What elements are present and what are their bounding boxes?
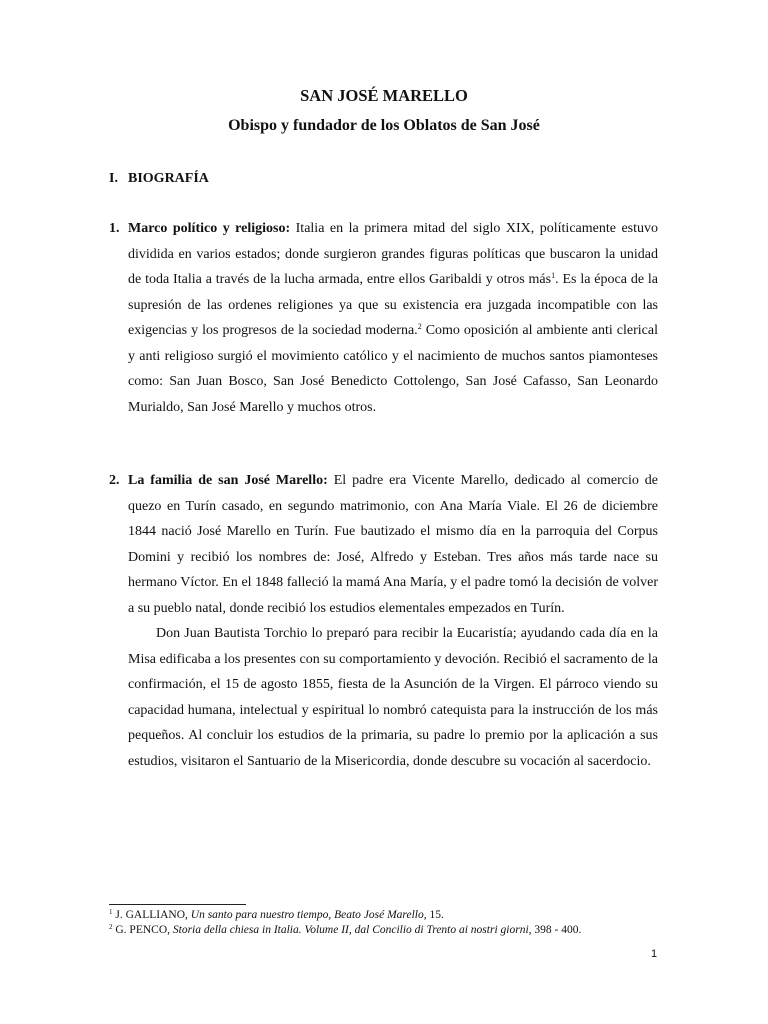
footnote-work: Un santo para nuestro tiempo, Beato José Marello xyxy=(190,909,424,921)
list-item xyxy=(109,216,658,420)
footnote xyxy=(109,923,581,937)
item-lead: La familia de san José Marello: xyxy=(128,473,328,488)
paragraph-text: Como oposición al ambiente anti clerical y anti religioso surgió el movimiento católico y el nacimiento de muchos santos piamonteses como: San Juan Bosco, San José Benedicto Cottolengo, San José Cafasso, San Leonardo Murialdo, San José Marello y muchos otros. xyxy=(128,323,658,415)
paragraph xyxy=(128,468,658,621)
item-lead: Marco político y religioso: xyxy=(128,221,291,236)
section-heading xyxy=(109,171,209,187)
document-title: SAN JOSÉ MARELLO xyxy=(300,86,468,105)
item-body xyxy=(128,216,658,420)
footnote-mark: 2 xyxy=(109,923,113,931)
list-item xyxy=(109,468,658,774)
footnote-rest: , 398 - 400. xyxy=(528,924,582,936)
footnote-rest: , 15. xyxy=(423,909,444,921)
footnote xyxy=(109,908,444,922)
item-number: 1. xyxy=(109,221,120,236)
document-subtitle: Obispo y fundador de los Oblatos de San José xyxy=(228,117,540,134)
paragraph xyxy=(128,216,658,420)
footnote-author: J. GALLIANO, xyxy=(112,909,191,921)
item-body xyxy=(128,468,658,774)
paragraph: Don Juan Bautista Torchio lo preparó para recibir la Eucaristía; ayudando cada día en la Misa edificaba a los presentes con su comportamiento y devoción. Recibió el sacramento de la confirmación, el 15 de agosto 1855, fiesta de la Asunción de la Virgen. El párroco viendo su capacidad humana, intelectual y espiritual lo nombró catequista para la instrucción de los más pequeños. Al concluir los estudios de la primaria, su padre lo premio por la aplicación a sus estudios, visitaron el Santuario de la Misericordia, donde descubre su vocación al sacerdocio. xyxy=(128,626,658,769)
footnote-work: Storia della chiesa in Italia. Volume II, dal Concilio di Trento ai nostri giorni xyxy=(172,924,529,936)
footnote-author: G. PENCO, xyxy=(112,924,173,936)
paragraph-text: El padre era Vicente Marello, dedicado al comercio de quezo en Turín casado, en segundo matrimonio, con Ana María Viale. El 26 de diciembre 1844 nació José Marello en Turín. Fue bautizado el mismo día en la parroquia del Corpus Domini y recibió los nombres de: José, Alfredo y Esteban. Tres años más tarde nace su hermano Víctor. En el 1848 falleció la mamá Ana María, y el padre tomó la decisión de volver a su pueblo natal, donde recibió los estudios elementales empezados en Turín. xyxy=(128,473,658,616)
footnote-ref[interactable]: 1 xyxy=(551,271,556,280)
footnote-ref[interactable]: 2 xyxy=(417,322,422,331)
section-title: BIOGRAFÍA xyxy=(128,171,209,186)
section-number: I. xyxy=(109,171,118,186)
footnote-separator xyxy=(109,904,246,905)
footnote-mark: 1 xyxy=(109,908,113,916)
item-number: 2. xyxy=(109,473,120,488)
paragraph-text: Italia en la primera mitad del siglo XIX, políticamente estuvo dividida en varios estados; donde surgieron grandes figuras políticas que buscaron la unidad de toda Italia a través de la lucha armada, entre ellos Garibaldi y otros más xyxy=(128,221,658,287)
page-number: 1 xyxy=(651,948,658,960)
paragraph-text: . Es la época de la supresión de las ordenes religiones ya que su existencia era juzgada incompatible con las exigencias y los progresos de la sociedad moderna. xyxy=(128,272,659,338)
